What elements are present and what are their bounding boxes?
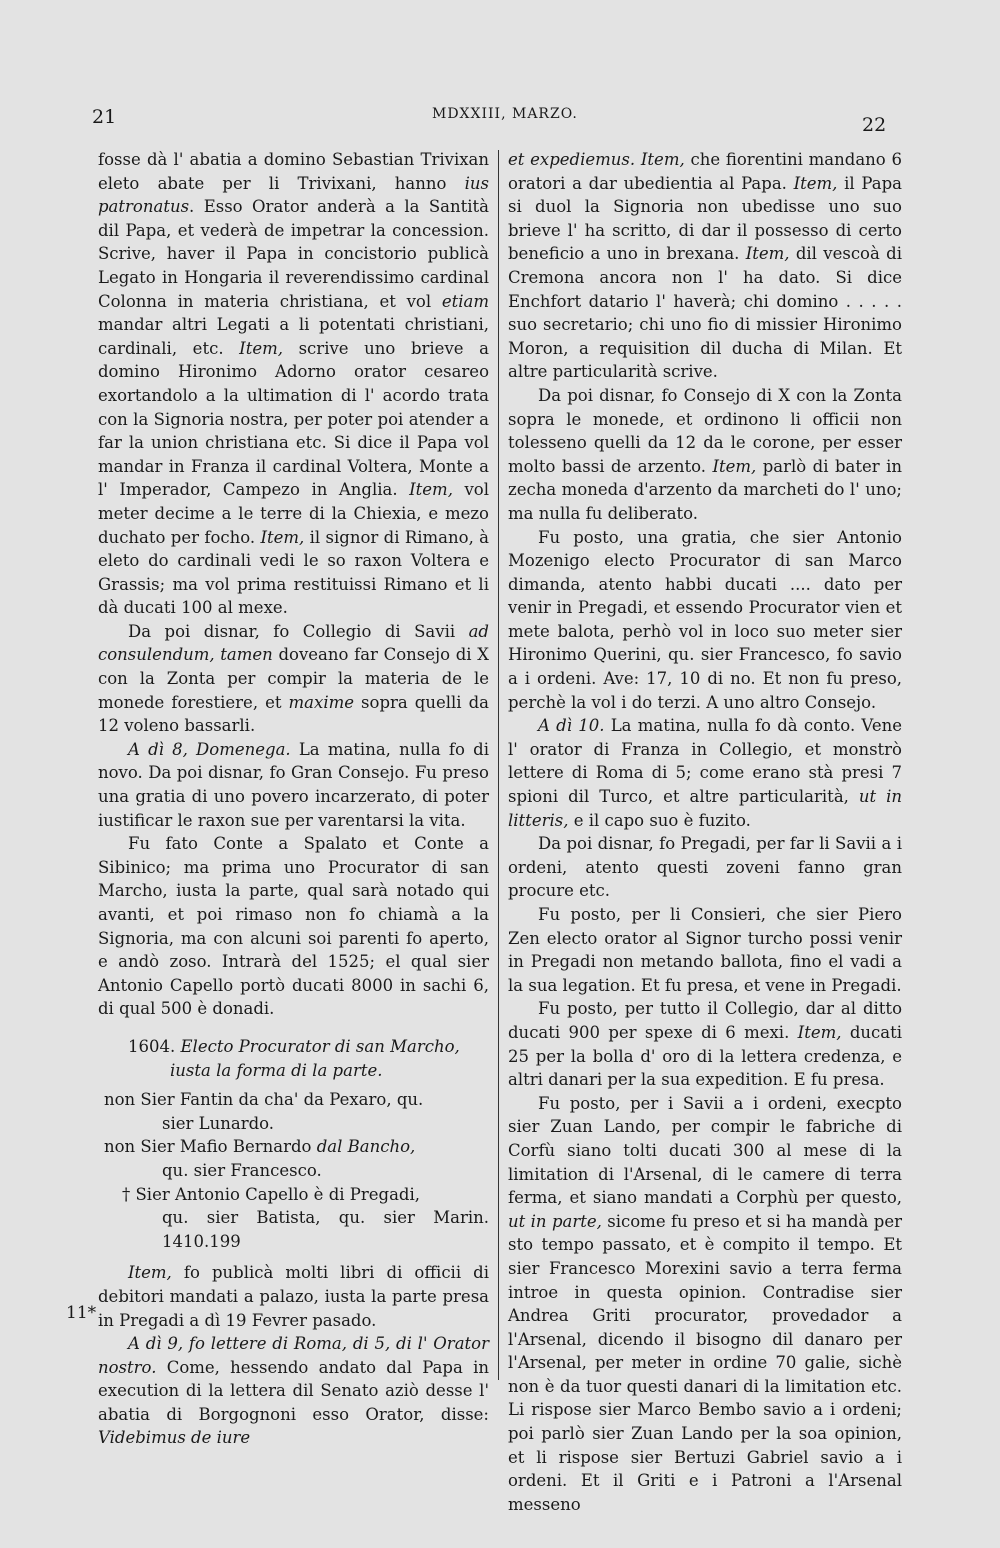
- running-title: MDXXIII, MARZO.: [432, 106, 578, 122]
- paragraph: et expediemus. Item, che fiorentini mandano 6 oratori a dar ubedientia al Papa. Item, il Papa si duol la Signoria non ubedisse uno suo brieve l' ha scritto, di dar il possesso di certo beneficio a uno in brexana. Item, dil vescoà di Cremona ancora non l' ha dato. Si dice Enchfort datario l' haverà; chi domino . . . . . suo secretario; chi uno fio di missier Hironimo Moron, a requisition dil ducha di Milan. Et altre particularità scrive.: [508, 150, 902, 382]
- paragraph: fosse dà l' abatia a domino Sebastian Trivixan eleto abate per li Trivixani, hanno ius patronatus. Esso Orator anderà a la Santità dil Papa, et vederà de impetrar la concession. Scrive, haver il Papa in concistorio publicà Legato in Hongaria il reverendissimo cardinal Colonna in materia christiana, et vol etiam mandar altri Legati a li potentati christiani, cardinali, etc. Item, scrive uno brieve a domino Hironimo Adorno orator cesareo exortandolo a la ultimation di l' acordo trata con la Signoria nostra, per poter poi atender a far la union christiana etc. Si dice il Papa vol mandar in Franza il cardinal Voltera, Monte a l' Imperador, Campezo in Anglia. Item, vol meter decime a le terre di la Chiexia, e mezo duchato per focho. Item, il signor di Rimano, à eleto do cardinali vedi le so raxon Voltera e Grassis; ma vol prima restituissi Rimano et li dà ducati 100 al mexe.: [98, 150, 490, 618]
- paragraph: Fu posto, per li Consieri, che sier Piero Zen electo orator al Signor turcho possi venir in Pregadi non metando ballota, fino el vadi a la sua legation. Et fu presa, et vene in Pregadi.: [508, 905, 902, 995]
- column-divider: [498, 150, 499, 1380]
- section-heading: 1604. Electo Procurator di san Marcho,: [128, 1036, 460, 1056]
- paragraph: A dì 9, fo lettere di Roma, di 5, di l' Orator nostro. Come, hessendo andato dal Papa in execution di la lettera dil Senato aziò desse l' abatia di Borgognoni esso Orator, disse: Videbimus de iure: [98, 1334, 489, 1448]
- candidate-line: sier Lunardo.: [162, 1113, 275, 1133]
- left-column: [98, 148, 489, 1450]
- paragraph: Fu posto, una gratia, che sier Antonio Mozenigo electo Procurator di san Marco dimanda, atento habbi ducati .... dato per venir in Pregadi, et essendo Procurator vien et mete balota, perhò vol in loco suo meter sier Hironimo Querini, qu. sier Francesco, fo savio a i ordeni. Ave: 17, 10 di no. Et non fu preso, perchè la vol i do terzi. A uno altro Consejo.: [508, 527, 902, 712]
- candidate-line: † Sier Antonio Capello è di Pregadi,: [122, 1184, 421, 1204]
- candidate-line: qu. sier Francesco.: [162, 1160, 322, 1180]
- paragraph: A dì 10. La matina, nulla fo dà conto. Vene l' orator di Franza in Collegio, et monstrò lettere di Roma di 5; come erano stà presi 7 spioni dil Turco, et altre particularità, ut in litteris, e il capo suo è fuzito.: [508, 716, 903, 830]
- paragraph: Item, fo publicà molti libri di officii di debitori mandati a palazo, iusta la parte presa in Pregadi a dì 19 Fevrer pasado.: [98, 1263, 489, 1330]
- paragraph: Da poi disnar, fo Consejo di X con la Zonta sopra le monede, et ordinono li officii non tolesseno quelli da 12 da le corone, per esser molto bassi de arzento. Item, parlò di bater in zecha moneda d'arzento da marcheti do l' uno; ma nulla fu deliberato.: [508, 385, 903, 523]
- left-page-number: 21: [92, 106, 117, 128]
- margin-note: 11*: [66, 1303, 97, 1323]
- candidate-line: qu. sier Batista, qu. sier Marin. 1410.199: [162, 1208, 489, 1251]
- candidate-line: non Sier Mafio Bernardo dal Bancho,: [104, 1137, 416, 1157]
- paragraph: Fu posto, per i Savii a i ordeni, execpto sier Zuan Lando, per compir le fabriche di Corfù siano tolti ducati 300 al mese di la limitation di l'Arsenal, di le camere di terra ferma, et siano mandati a Corphù per questo, ut in parte, sicome fu preso et si ha mandà per sto tempo passato, et è compito il tempo. Et sier Francesco Morexini savio a terra ferma introe in questa opinion. Contradise sier Andrea Griti procurator, provedador a l'Arsenal, dicendo il bisogno dil danaro per l'Arsenal, per meter in ordine 70 galie, sichè non è da tuor questi danari di la limitation etc. Li rispose sier Marco Bembo savio a i ordeni; poi parlò sier Zuan Lando per la soa opinion, et li rispose sier Bertuzi Gabriel savio a i ordeni. Et il Griti e i Patroni a l'Arsenal messeno: [508, 1093, 903, 1514]
- paragraph: Da poi disnar, fo Collegio di Savii ad consulendum, tamen doveano far Consejo di X con la Zonta per compir la materia de le monede forestiere, et maxime sopra quelli da 12 voleno bassarli.: [98, 621, 489, 736]
- paragraph: Da poi disnar, fo Pregadi, per far li Savii a i ordeni, atento questi zoveni fanno gran procure etc.: [508, 834, 902, 901]
- candidate-line: non Sier Fantin da cha' da Pexaro, qu.: [104, 1090, 424, 1110]
- paragraph: Fu posto, per tutto il Collegio, dar al ditto ducati 900 per spexe di 6 mexi. Item, ducati 25 per la bolla d' oro di la lettera credenza, e altri danari per la sua expedition. E fu presa.: [508, 999, 902, 1090]
- paragraph: A dì 8, Domenega. La matina, nulla fo di novo. Da poi disnar, fo Gran Consejo. Fu preso una gratia di uno povero incarzerato, di poter iustificar le raxon sue per varentarsi la vita.: [98, 739, 489, 830]
- paragraph: Fu fato Conte a Spalato et Conte a Sibinico; ma prima uno Procurator di san Marcho, iusta la parte, qual sarà notado qui avanti, et poi rimaso non fo chiamà a la Signoria, ma con alcuni soi parenti fo aperto, e andò zoso. Intrarà del 1525; el qual sier Antonio Capello portò ducati 8000 in sachi 6, di qual 500 è donadi.: [98, 834, 489, 1019]
- section-heading-cont: iusta la forma di la parte.: [170, 1060, 383, 1080]
- right-column: [508, 148, 902, 1516]
- right-page-number: 22: [862, 114, 887, 136]
